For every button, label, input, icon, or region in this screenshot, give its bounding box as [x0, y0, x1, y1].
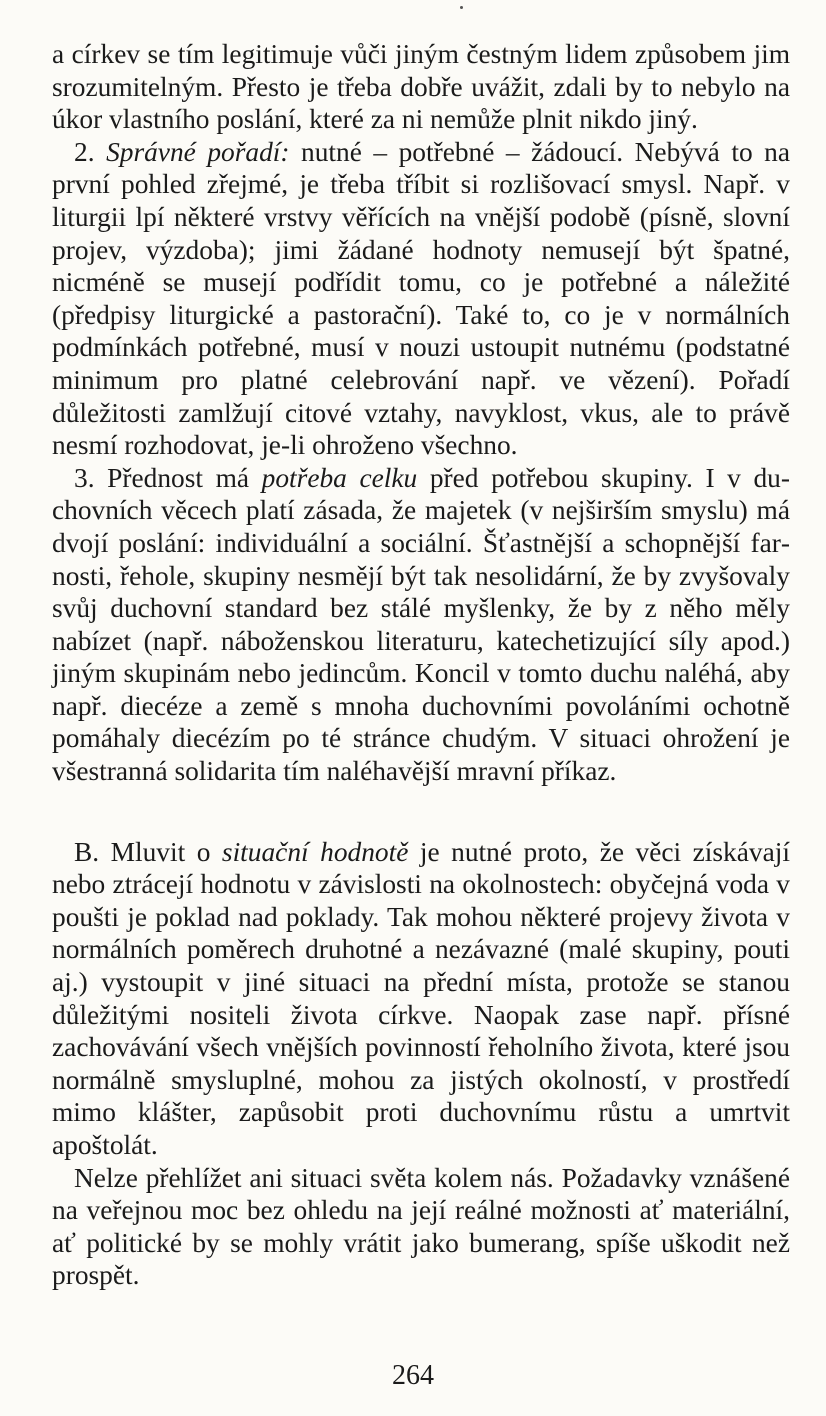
- page-number: 264: [392, 1360, 434, 1391]
- body-text: [52, 38, 790, 1292]
- italic-term: situační hodnotě: [221, 836, 409, 867]
- paragraph-continuation: [52, 38, 790, 136]
- print-speck: [460, 6, 463, 9]
- text-run: nutné – potřebné – žádoucí. Nebývá to na první pohled zřejmé, je třeba tříbit si rozlišovací smysl. Např. v liturgii lpí některé vrstvy věřících na vnější podobě (písně, slovní projev, výzdoba); jimi žádané hodnoty nemusejí být špatné, nicméně se musejí podřídit tomu, co je potřebné a náležité (předpisy liturgické a pastorační). Také to, co je v normálních podmínkách potřebné, musí v nouzi ustoupit nutnému (podstatné minimum pro platné celebrování např. ve vězení). Pořadí důležitosti zamlžují citové vztahy, navyklost, vkus, ale to právě nesmí rozhodovat, je-li ohroženo všechno.: [52, 136, 790, 461]
- paragraph-situational-value: [52, 836, 790, 1162]
- text-run: 2.: [74, 136, 107, 167]
- text-run: Nelze přehlížet ani situaci světa kolem nás. Požadavky vznášené na veřejnou moc bez ohledu na její reálné možnosti ať materiální, ať politické by se mohly vrátit jako bumerang, spíše uškodit než prospět.: [52, 1162, 790, 1291]
- italic-term: Správné pořadí:: [106, 136, 290, 167]
- italic-term: potřeba celku: [261, 462, 418, 493]
- text-run: je nutné proto, že věci získávají nebo ztrácejí hodnotu v závislosti na okolnostech: obyčejná voda v poušti je poklad nad poklady. Tak mohou některé projevy života v normálních poměrech druhotné a nezávazné (malé skupiny, pouti aj.) vystoupit v jiné situaci na přední místa, protože se stanou důležitými nositeli života církve. Naopak zase např. přísné zachovávání všech vnějších povinností řeholního života, které jsou normálně smysluplné, mohou za jistých okolností, v prostředí mimo klášter, zapůsobit proti duchovnímu růstu a umrtvit apoštolát.: [52, 836, 790, 1160]
- paragraph-correct-order: [52, 136, 790, 462]
- text-run: 3. Přednost má: [74, 462, 262, 493]
- text-run: a církev se tím legitimuje vůči jiným čestným lidem způsobem jim srozumitelným. Přesto je třeba dobře uvážit, zdali by to nebylo na úkor vlastního poslání, které za ni nemůže plnit nikdo jiný.: [52, 39, 790, 135]
- paragraph-whole-need: [52, 462, 790, 788]
- text-run: B. Mluvit o: [74, 836, 222, 867]
- text-run: před potřebou skupiny. I v duchovních věcech platí zásada, že majetek (v nejširším smyslu) má dvojí poslání: individuální a sociální. Šťastnější a schopnější farnosti, řehole, skupiny nesmějí být tak nesolidární, že by zvyšovaly svůj duchovní standard bez stálé myšlenky, že by z něho měly nabízet (např. náboženskou literaturu, katechetizující síly apod.) jiným skupinám nebo jedincům. Koncil v tomto duchu naléhá, aby např. diecéze a země s mnoha duchovními povoláními ochotně pomáhaly diecézím po té stránce chudým. V situaci ohrožení je všestranná solidarita tím naléhavější mravní příkaz.: [52, 462, 790, 787]
- paragraph-world-situation: [52, 1162, 790, 1292]
